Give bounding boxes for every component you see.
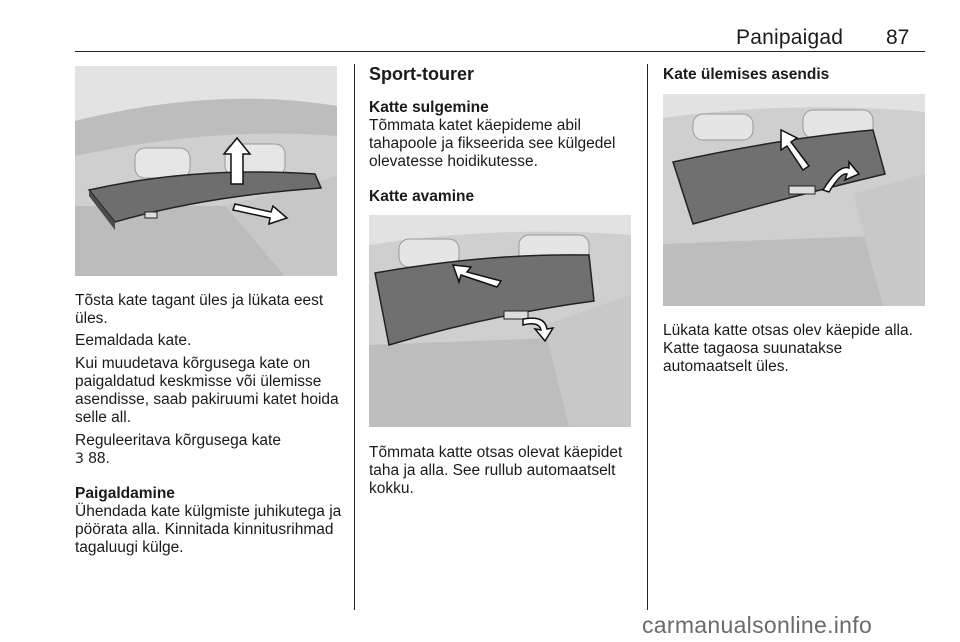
figure-caption-remove: Tõsta kate tagant üles ja lükata eest üles. (75, 292, 324, 327)
page-number: 87 (886, 26, 910, 49)
heading-upper-position: Kate ülemises asendis (663, 66, 830, 83)
reference-text: Reguleeritava kõrgusega kate (75, 432, 281, 449)
column-divider-2 (647, 64, 648, 610)
page-title: Panipaigad (736, 26, 844, 49)
figure-remove-cover (75, 66, 337, 276)
paragraph-reference (75, 432, 345, 468)
column-divider-1 (354, 64, 355, 610)
paragraph-install: Ühendada kate külgmiste juhikutega ja pöörata alla. Kinnitada kinnitusrihmad tagaluugi külge. (75, 503, 342, 556)
figure-caption-open: Tõmmata katte otsas olevat käepidet taha ja alla. See rullub automaatselt kokku. (369, 444, 623, 497)
header-divider (75, 51, 925, 52)
section-title-sport-tourer: Sport-tourer (369, 64, 474, 84)
heading-close-cover: Katte sulgemine (369, 99, 489, 116)
reference-page-link[interactable]: 88. (88, 450, 110, 467)
heading-open-cover: Katte avamine (369, 188, 475, 205)
watermark: carmanualsonline.info (642, 612, 873, 638)
figure-caption-upper: Lükata katte otsas olev käepide alla. Katte tagaosa suunatakse automaatselt üles. (663, 322, 913, 375)
reference-arrow-icon: 3 (75, 451, 84, 467)
paragraph-close-cover: Tõmmata katet käepideme abil tahapoole ja fikseerida see külgedel olevatesse hoidikutesse. (369, 117, 616, 170)
figure-upper-position (663, 94, 925, 306)
paragraph-height-cover: Kui muudetava kõrgusega kate on paigaldatud keskmisse või ülemisse asendisse, saab pakiruumi katet hoida selle all. (75, 355, 339, 426)
figure-open-cover (369, 215, 631, 427)
heading-install: Paigaldamine (75, 485, 175, 502)
paragraph-remove-cover: Eemaldada kate. (75, 332, 192, 349)
